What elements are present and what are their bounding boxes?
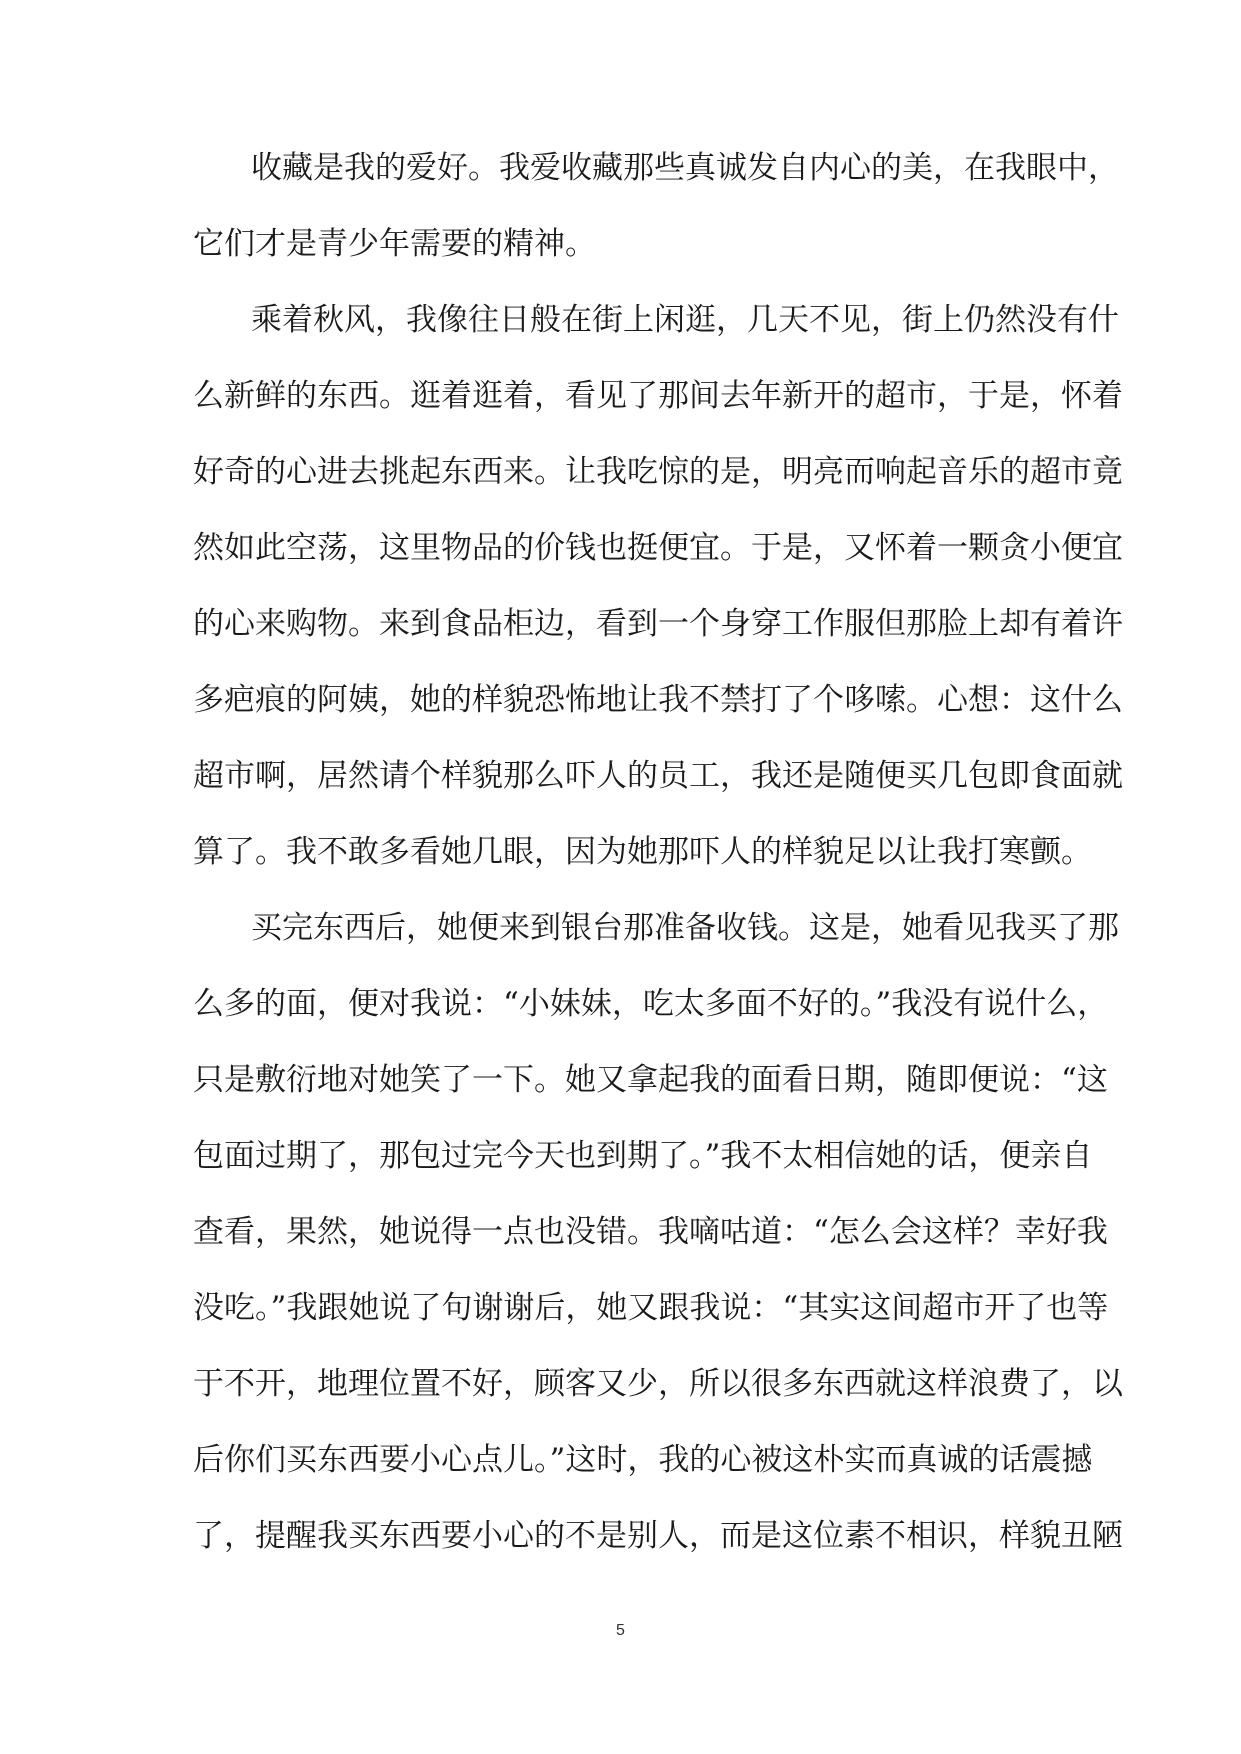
text-line: 然如此空荡，这里物品的价钱也挺便宜。于是，又怀着一颗贪小便宜 [193,530,1123,566]
text-line: 么多的面，便对我说：“小妹妹，吃太多面不好的。”我没有说什么， [193,986,1109,1022]
text-line: 后你们买东西要小心点儿。”这时，我的心被这朴实而真诚的话震撼 [193,1442,1093,1478]
text-line: 买完东西后，她便来到银台那准备收钱。这是，她看见我买了那 [251,910,1119,946]
paragraph-1 [193,138,1119,290]
text-line: 于不开，地理位置不好，顾客又少，所以很多东西就这样浪费了，以 [193,1366,1123,1402]
text-line: 只是敷衍地对她笑了一下。她又拿起我的面看日期，随即便说：“这 [193,1062,1108,1098]
text-line: 好奇的心进去挑起东西来。让我吃惊的是，明亮而响起音乐的超市竟 [193,454,1123,490]
text-line: 多疤痕的阿姨，她的样貌恐怖地让我不禁打了个哆嗦。心想：这什么 [193,682,1123,718]
body-text [193,138,1123,1582]
paragraph-3 [193,898,1123,1582]
text-line: 了，提醒我买东西要小心的不是别人，而是这位素不相识，样貌丑陋 [193,1518,1123,1554]
page-number: 5 [616,1622,625,1639]
text-line: 它们才是青少年需要的精神。 [193,226,596,262]
text-line: 没吃。”我跟她说了句谢谢后，她又跟我说：“其实这间超市开了也等 [193,1290,1109,1326]
text-line: 收藏是我的爱好。我爱收藏那些真诚发自内心的美，在我眼中， [251,150,1119,186]
text-line: 的心来购物。来到食品柜边，看到一个身穿工作服但那脸上却有着许 [193,606,1123,642]
paragraph-2 [193,290,1123,898]
text-line: 么新鲜的东西。逛着逛着，看见了那间去年新开的超市，于是，怀着 [193,378,1123,414]
text-line: 乘着秋风，我像往日般在街上闲逛，几天不见，街上仍然没有什 [251,302,1119,338]
text-line: 算了。我不敢多看她几眼，因为她那吓人的样貌足以让我打寒颤。 [193,834,1092,870]
text-line: 超市啊，居然请个样貌那么吓人的员工，我还是随便买几包即食面就 [193,758,1123,794]
text-line: 查看，果然，她说得一点也没错。我嘀咕道：“怎么会这样？幸好我 [193,1214,1108,1250]
text-line: 包面过期了，那包过完今天也到期了。”我不太相信她的话，便亲自 [193,1138,1093,1174]
